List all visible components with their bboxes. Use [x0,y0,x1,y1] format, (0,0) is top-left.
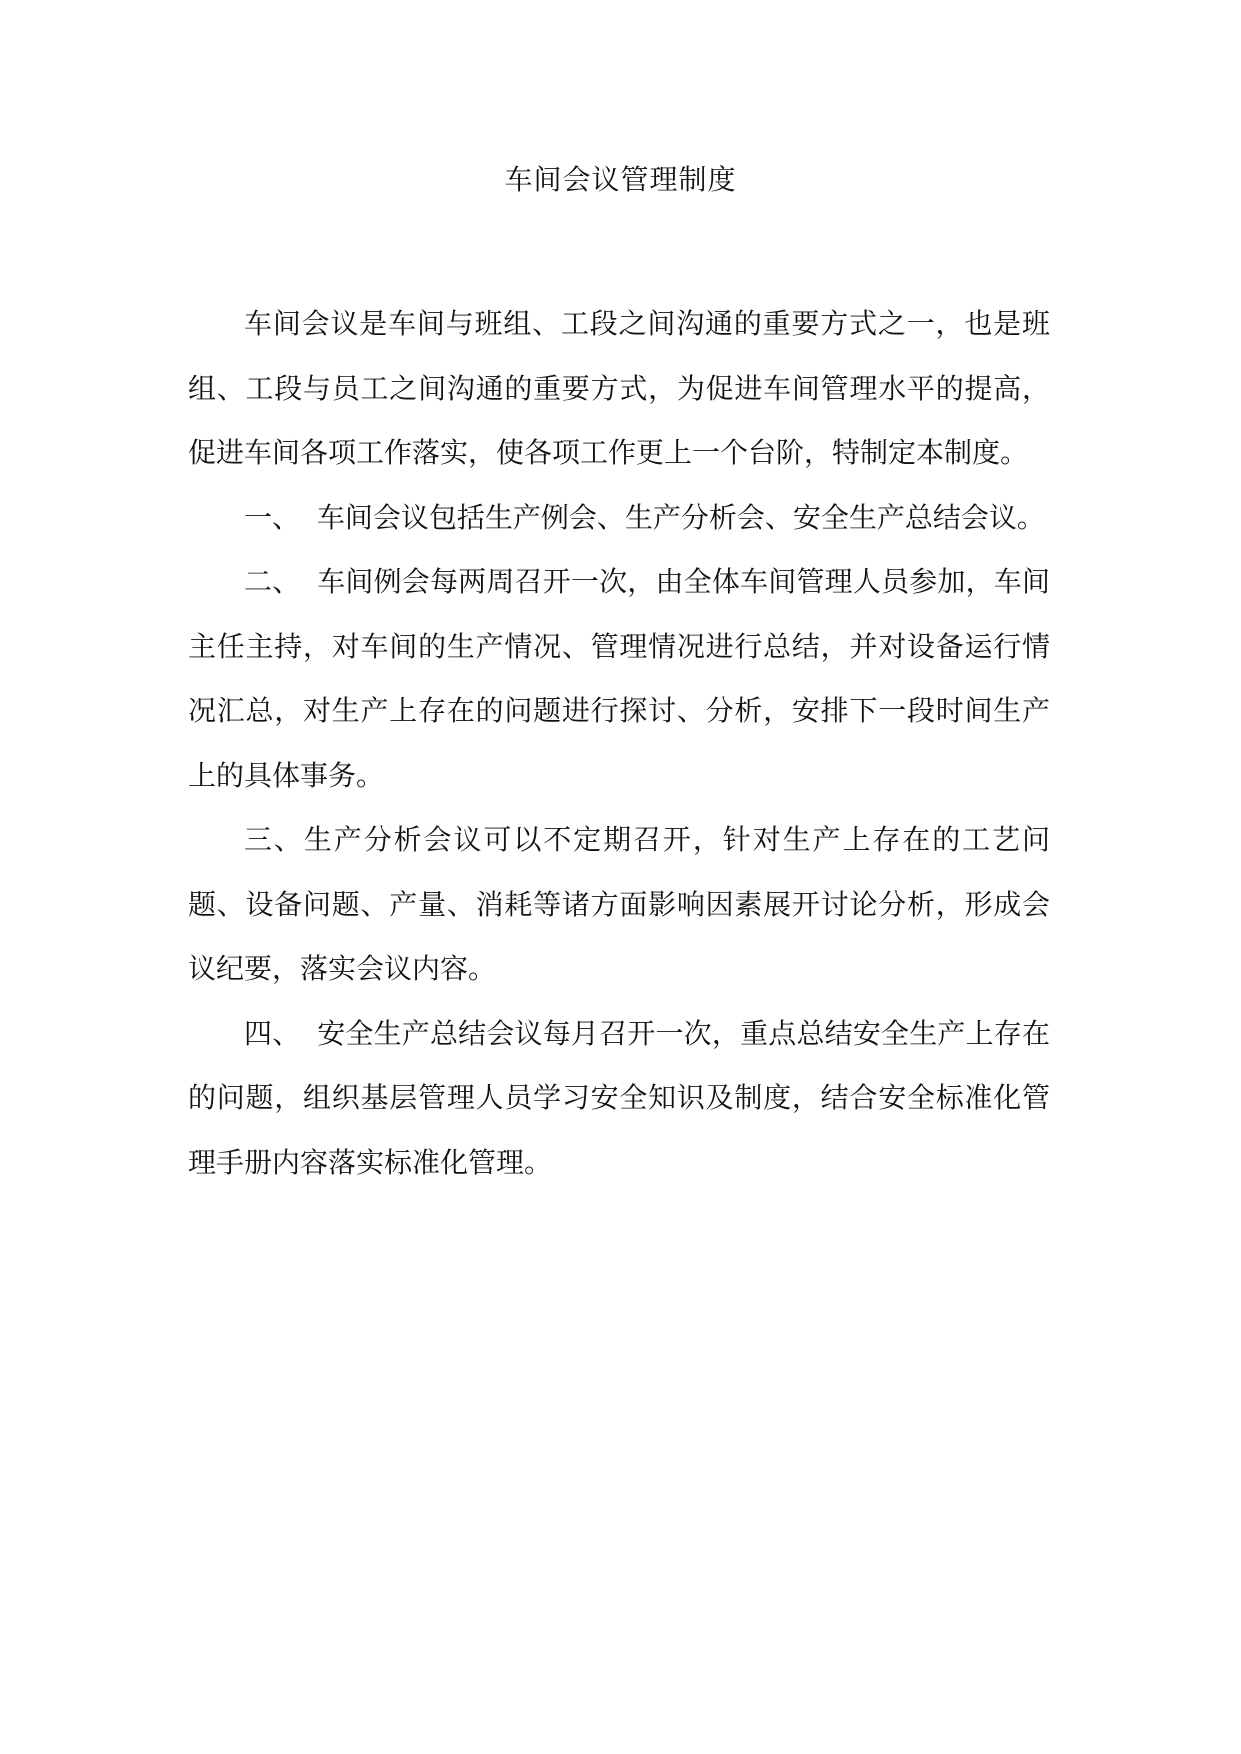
clause-text: 车间会议包括生产例会、生产分析会、安全生产总结会议。 [316,500,1045,534]
clause-number: 二、 [244,565,301,598]
clause-1 [188,486,1050,551]
clause-4 [188,1002,1050,1196]
clause-number: 一、 [244,500,301,534]
clause-text: 生产分析会议可以不定期召开，针对生产上存在的工艺问题、设备问题、产量、消耗等诸方面影响因素展开讨论分析，形成会议纪要，落实会议内容。 [188,823,1050,985]
clause-3 [188,808,1050,1002]
document-title: 车间会议管理制度 [504,163,737,196]
clause-2 [188,550,1050,808]
clause-number: 三、 [244,823,304,856]
clause-text: 安全生产总结会议每月召开一次，重点总结安全生产上存在的问题，组织基层管理人员学习安全知识及制度，结合安全标准化管理手册内容落实标准化管理。 [188,1016,1050,1179]
clause-text: 车间例会每两周召开一次，由全体车间管理人员参加，车间主任主持，对车间的生产情况、管理情况进行总结，并对设备运行情况汇总，对生产上存在的问题进行探讨、分析，安排下一段时间生产上的具体事务。 [188,565,1050,792]
intro-paragraph: 车间会议是车间与班组、工段之间沟通的重要方式之一，也是班组、工段与员工之间沟通的重要方式，为促进车间管理水平的提高，促进车间各项工作落实，使各项工作更上一个台阶，特制定本制度。 [188,307,1050,469]
clause-number: 四、 [244,1016,301,1050]
document-body [188,292,1050,1195]
